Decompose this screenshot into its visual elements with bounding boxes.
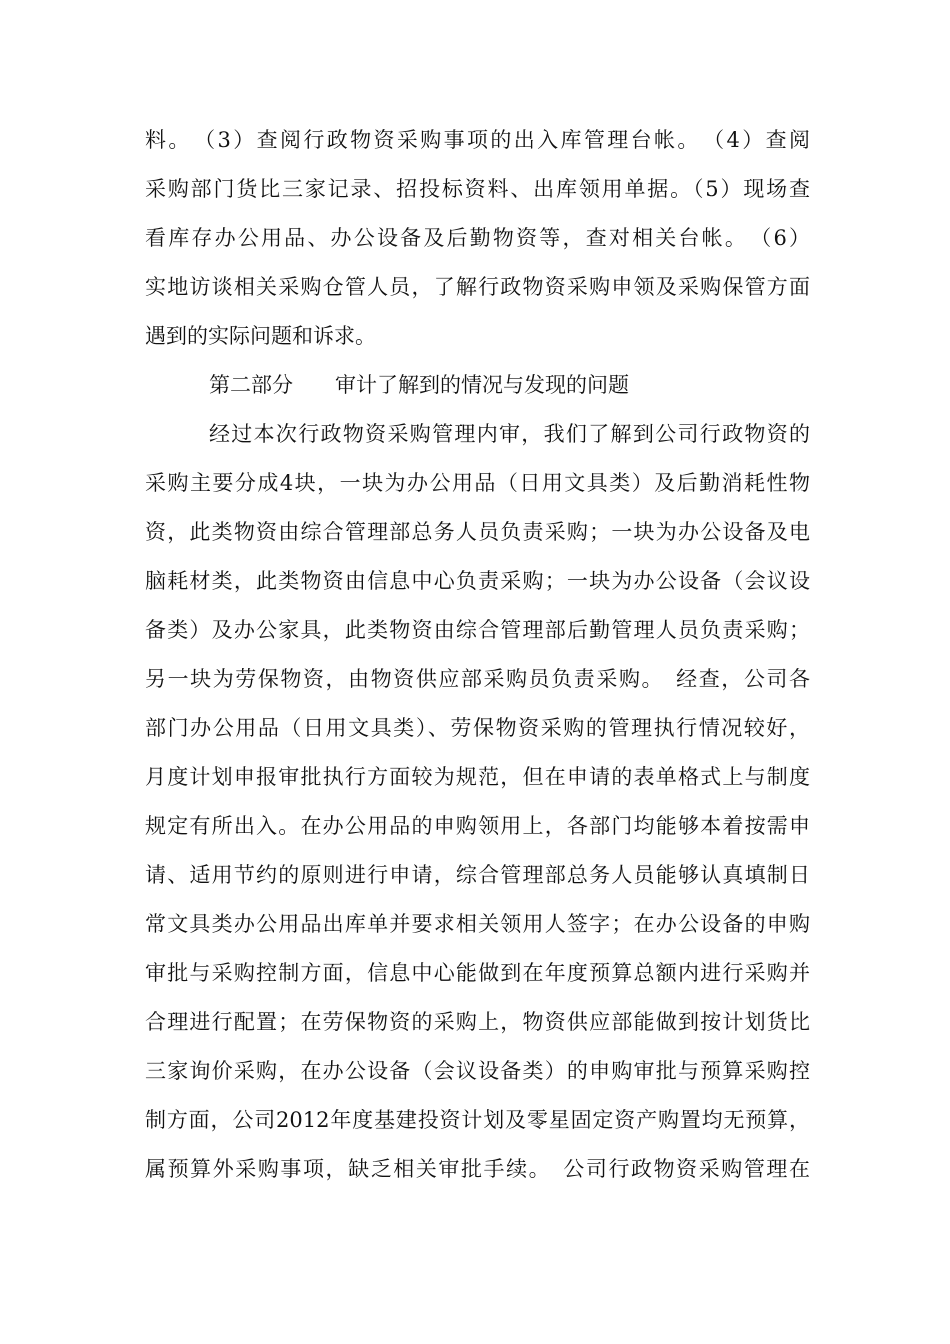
paragraph-line: 常文具类办公用品出库单并要求相关领用人签字；在办公设备的申购 xyxy=(145,912,810,936)
paragraph-line: 请、适用节约的原则进行申请，综合管理部总务人员能够认真填制日 xyxy=(145,863,810,887)
paragraph-line: 另一块为劳保物资，由物资供应部采购员负责采购。 经查，公司各 xyxy=(145,667,810,691)
paragraph-line: 资，此类物资由综合管理部总务人员负责采购；一块为办公设备及电 xyxy=(145,520,810,544)
paragraph-line: 料。 （3）查阅行政物资采购事项的出入库管理台帐。 （4）查阅 xyxy=(145,128,810,152)
section-heading: 第二部分 审计了解到的情况与发现的问题 xyxy=(209,373,629,397)
paragraph-line: 采购主要分成4块，一块为办公用品（日用文具类）及后勤消耗性物 xyxy=(145,471,810,495)
paragraph-line: 规定有所出入。在办公用品的申购领用上，各部门均能够本着按需申 xyxy=(145,814,810,838)
paragraph-line: 属预算外采购事项，缺乏相关审批手续。 公司行政物资采购管理在 xyxy=(145,1157,810,1181)
paragraph-line: 遇到的实际问题和诉求。 xyxy=(145,324,376,348)
paragraph-line: 制方面，公司2012年度基建投资计划及零星固定资产购置均无预算， xyxy=(145,1108,810,1132)
paragraph-line: 脑耗材类，此类物资由信息中心负责采购；一块为办公设备（会议设 xyxy=(145,569,810,593)
paragraph-line: 部门办公用品（日用文具类）、劳保物资采购的管理执行情况较好， xyxy=(145,716,810,740)
paragraph-line: 审批与采购控制方面，信息中心能做到在年度预算总额内进行采购并 xyxy=(145,961,810,985)
paragraph-line: 采购部门货比三家记录、招投标资料、出库领用单据。（5）现场查 xyxy=(145,177,810,201)
paragraph-line: 实地访谈相关采购仓管人员，了解行政物资采购申领及采购保管方面 xyxy=(145,275,810,299)
paragraph-line: 三家询价采购，在办公设备（会议设备类）的申购审批与预算采购控 xyxy=(145,1059,810,1083)
paragraph-line: 经过本次行政物资采购管理内审，我们了解到公司行政物资的 xyxy=(209,422,810,446)
paragraph-line: 备类）及办公家具，此类物资由综合管理部后勤管理人员负责采购； xyxy=(145,618,810,642)
paragraph-line: 月度计划申报审批执行方面较为规范，但在申请的表单格式上与制度 xyxy=(145,765,810,789)
paragraph-line: 看库存办公用品、办公设备及后勤物资等，查对相关台帐。 （6） xyxy=(145,226,810,250)
paragraph-line: 合理进行配置；在劳保物资的采购上，物资供应部能做到按计划货比 xyxy=(145,1010,810,1034)
document-body xyxy=(145,116,810,1194)
